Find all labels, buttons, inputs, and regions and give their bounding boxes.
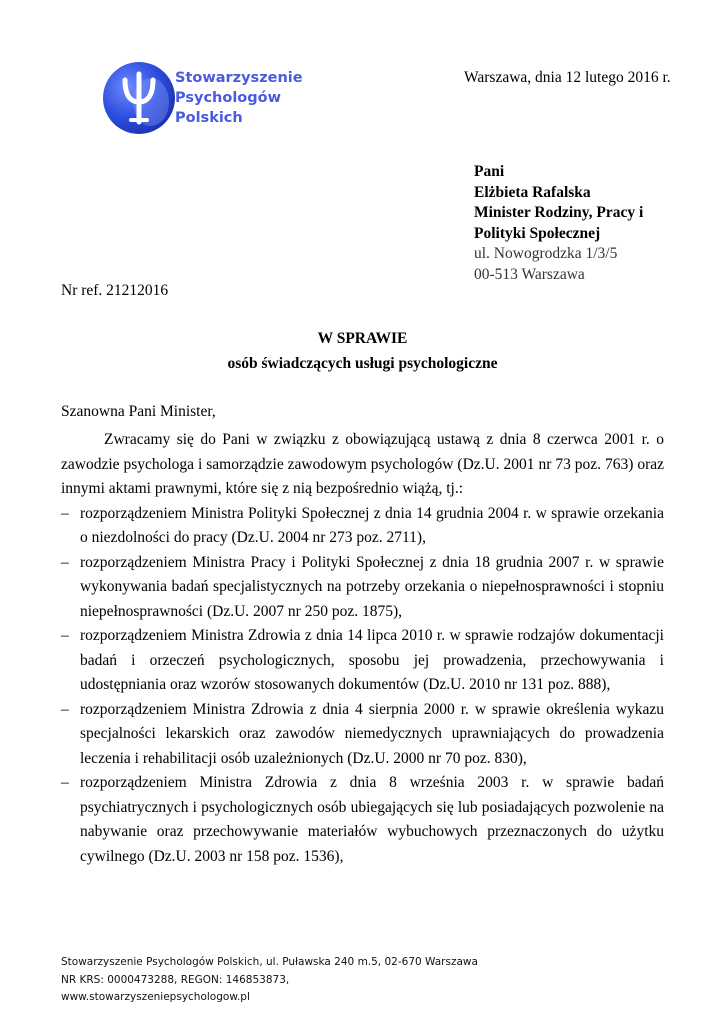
footer-address: Stowarzyszenie Psychologów Polskich, ul. Puławska 240 m.5, 02-670 Warszawa: [61, 956, 478, 968]
recipient-line5: ul. Nowogrodzka 1/3/5: [474, 245, 618, 262]
list-item-text: rozporządzeniem Ministra Polityki Społecznej z dnia 14 grudnia 2004 r. w sprawie orzekania o niezdolności do pracy (Dz.U. 2004 nr 273 poz. 2711),: [80, 504, 664, 546]
list-item: [61, 502, 664, 551]
recipient-address: [474, 162, 643, 285]
list-item: [61, 624, 664, 698]
regulation-list: [61, 502, 664, 870]
list-item: [61, 551, 664, 625]
list-marker: –: [61, 504, 69, 522]
subject-subtitle: osób świadczących usługi psychologiczne: [227, 355, 498, 372]
intro-paragraph: Zwracamy się do Pani w związku z obowiązującą ustawą z dnia 8 czerwca 2001 r. o zawodzie psychologa i samorządzie zawodowym psychologów (Dz.U. 2001 nr 73 poz. 763) oraz innymi aktami prawnymi, które się z nią bezpośrednio wiążą, tj.:: [61, 431, 664, 497]
recipient-line2: Elżbieta Rafalska: [474, 183, 591, 201]
list-marker: –: [61, 700, 69, 718]
letter-date: Warszawa, dnia 12 lutego 2016 r.: [464, 69, 671, 86]
psi-symbol-icon: [103, 62, 175, 134]
reference-number: Nr ref. 21212016: [61, 282, 169, 299]
organization-logo: [103, 60, 303, 140]
list-marker: –: [61, 553, 69, 571]
letter-footer: [61, 954, 478, 1007]
list-item-text: rozporządzeniem Ministra Zdrowia z dnia 8 września 2003 r. w sprawie badań psychiatrycznych i psychologicznych osób ubiegających się lub posiadających pozwolenie na nabywanie oraz przechowywanie materiałów wybuchowych przeznaczonych do użytku cywilnego (Dz.U. 2003 nr 158 poz. 1536),: [80, 774, 664, 865]
list-item-text: rozporządzeniem Ministra Zdrowia z dnia 14 lipca 2010 r. w sprawie rodzajów dokumentacji badań i orzeczeń psychologicznych, sposobu jej prowadzenia, przechowywania i udostępniania oraz wzorów stosowanych dokumentów (Dz.U. 2010 nr 131 poz. 888),: [80, 627, 664, 693]
recipient-line1: Pani: [474, 163, 505, 180]
letter-body: [61, 428, 664, 869]
subject-title: W SPRAWIE: [317, 330, 408, 347]
recipient-line3: Minister Rodziny, Pracy i: [474, 204, 644, 221]
footer-website: www.stowarzyszeniepsychologow.pl: [61, 991, 250, 1003]
logo-text-line1: Stowarzyszenie: [175, 70, 303, 86]
list-item: [61, 698, 664, 772]
logo-text-line2: Psychologów: [175, 90, 282, 106]
list-marker: –: [61, 774, 69, 791]
list-item: [61, 771, 664, 869]
list-marker: –: [61, 627, 69, 644]
salutation: Szanowna Pani Minister,: [61, 403, 216, 420]
recipient-line4: Polityki Społecznej: [474, 224, 601, 242]
recipient-line6: 00-513 Warszawa: [474, 265, 585, 283]
list-item-text: rozporządzeniem Ministra Pracy i Polityki Społecznej z dnia 18 grudnia 2007 r. w sprawie wykonywania badań specjalistycznych na potrzeby orzekania o niepełnosprawności i stopniu niepełnosprawności (Dz.U. 2007 nr 250 poz. 1875),: [80, 553, 664, 620]
footer-registration: NR KRS: 0000473288, REGON: 146853873,: [61, 973, 290, 986]
logo-emblem: [103, 62, 175, 134]
logo-text-line3: Polskich: [175, 110, 243, 126]
list-item-text: rozporządzeniem Ministra Zdrowia z dnia 4 sierpnia 2000 r. w sprawie określenia wykazu specjalności lekarskich oraz zawodów niemedycznych uprawniających do prowadzenia leczenia i rehabilitacji osób uzależnionych (Dz.U. 2000 nr 70 poz. 830),: [80, 700, 664, 767]
logo-wordmark: [175, 68, 303, 128]
